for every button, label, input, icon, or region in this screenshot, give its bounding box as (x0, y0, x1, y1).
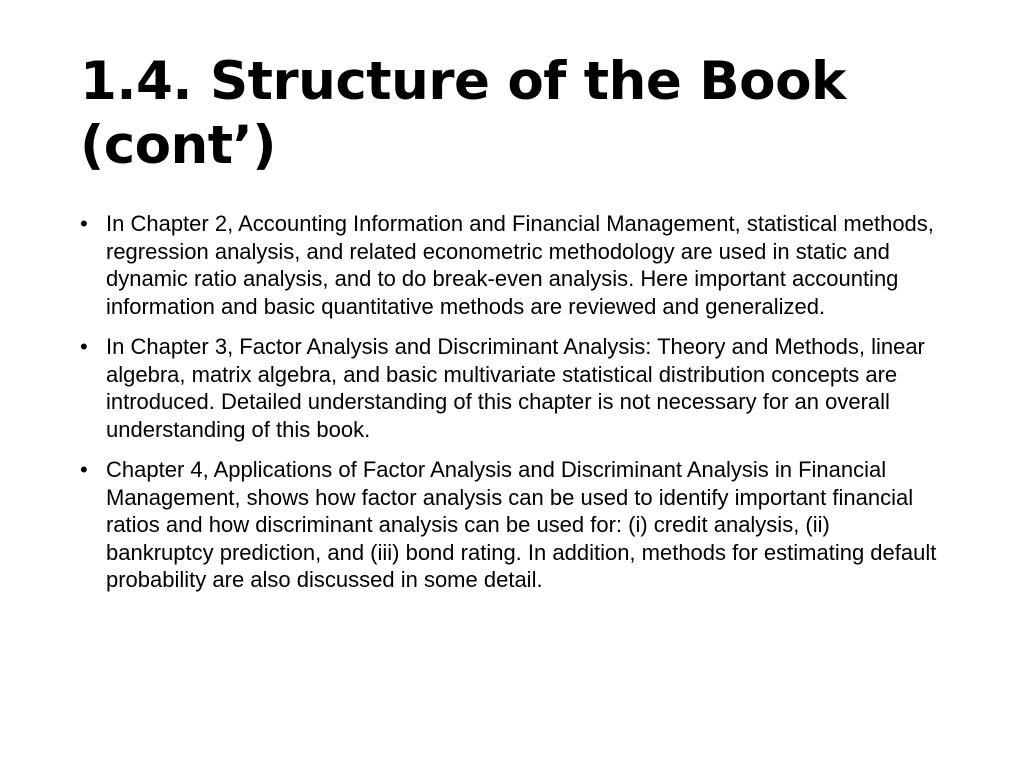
bullet-text: In Chapter 2, Accounting Information and Financial Management, statistical methods, regression analysis, and related econometric methodology are used in static and dynamic ratio analysis, and to do break-even analysis. Here important accounting information and basic quantitative methods are reviewed and generalized. (106, 211, 934, 319)
bullet-list (80, 210, 940, 607)
bullet-icon: • (80, 334, 88, 359)
bullet-item-chapter-2 (80, 210, 940, 320)
bullet-text: In Chapter 3, Factor Analysis and Discriminant Analysis: Theory and Methods, linear algebra, matrix algebra, and basic multivariate statistical distribution concepts are introduced. Detailed understanding of this chapter is not necessary for an overall understanding of this book. (106, 334, 925, 442)
bullet-icon: • (80, 211, 88, 236)
bullet-text: Chapter 4, Applications of Factor Analysis and Discriminant Analysis in Financial Management, shows how factor analysis can be used to identify important financial ratios and how discriminant analysis can be used for: (i) credit analysis, (ii) bankruptcy prediction, and (iii) bond rating. In addition, methods for estimating default probability are also discussed in some detail. (106, 457, 937, 592)
bullet-item-chapter-3 (80, 333, 940, 443)
bullet-icon: • (80, 457, 88, 482)
bullet-item-chapter-4 (80, 456, 940, 594)
slide-title: 1.4. Structure of the Book (cont’) (80, 51, 846, 176)
